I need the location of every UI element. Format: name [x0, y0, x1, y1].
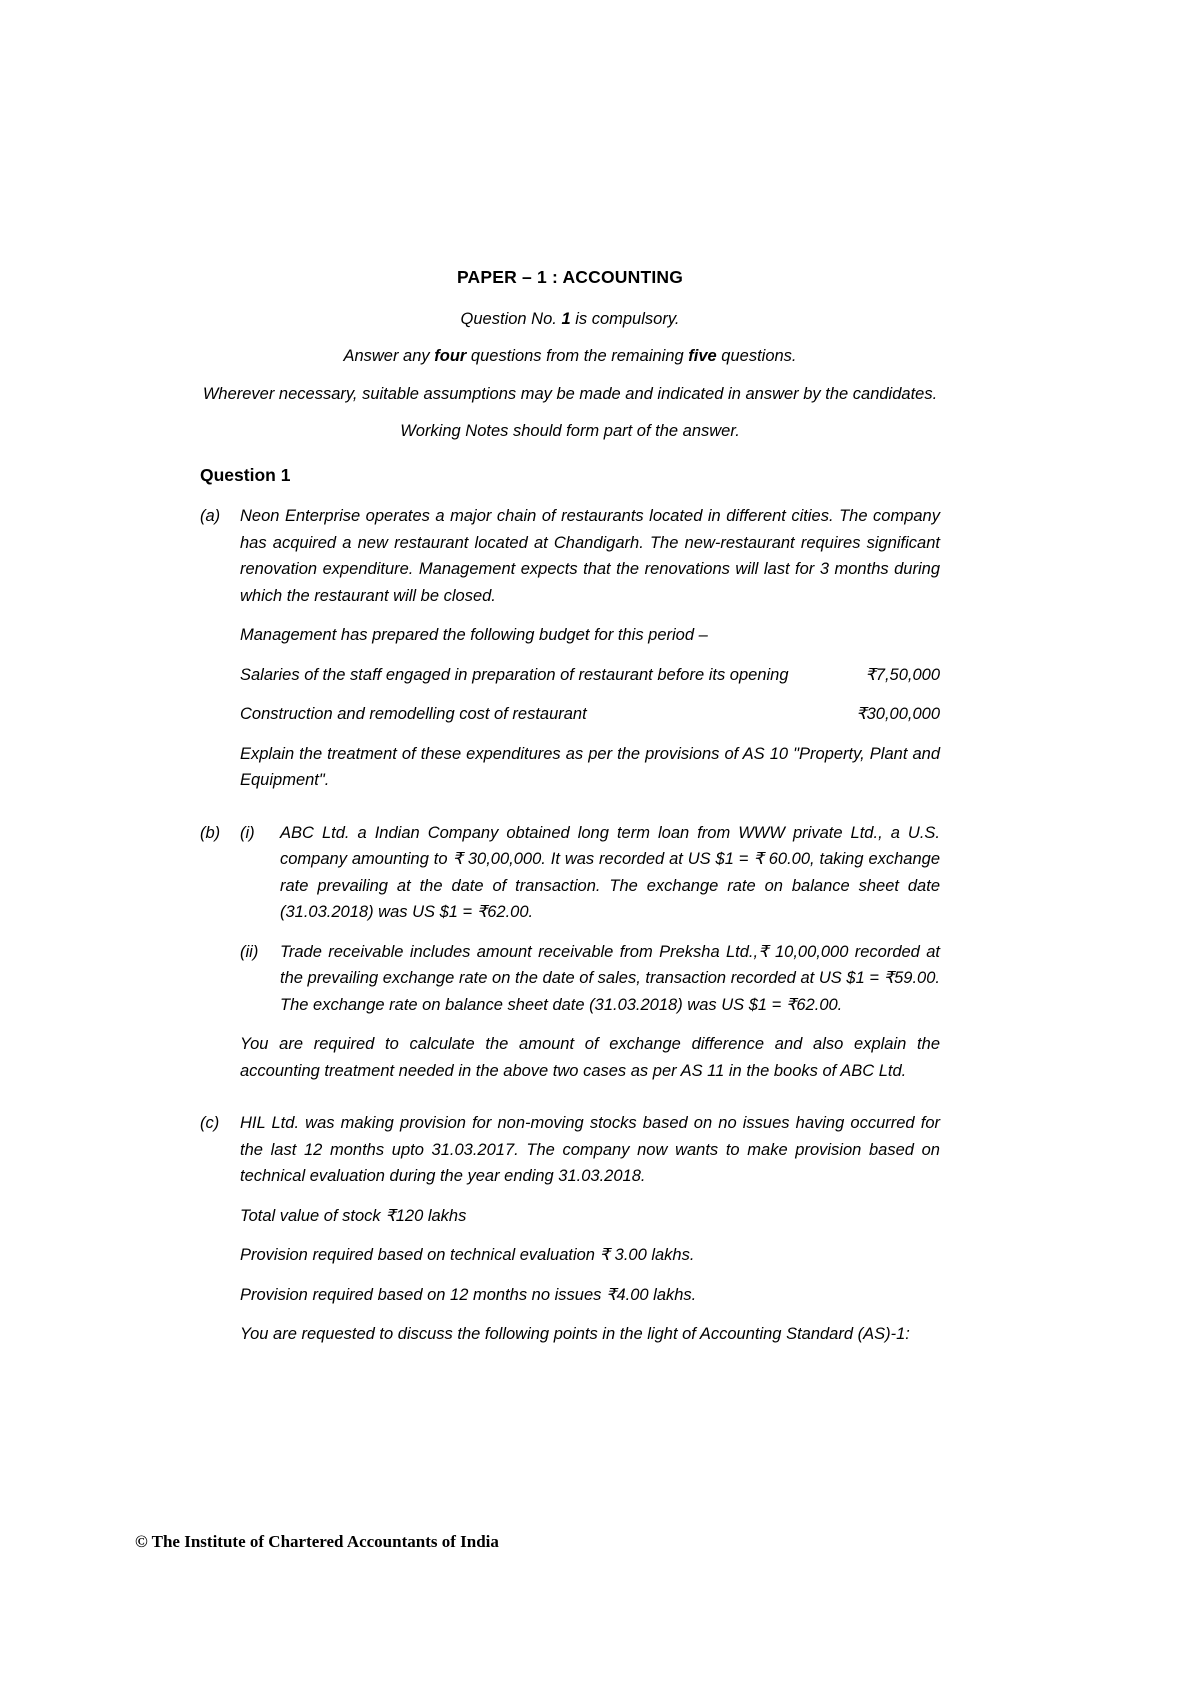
question-1b-i [240, 820, 940, 926]
question-1c-label: (c) [200, 1114, 220, 1132]
instruction-2-pre: Answer any [343, 347, 435, 365]
copyright-footer: © The Institute of Chartered Accountants of India [135, 1532, 499, 1551]
instruction-line-1 [200, 306, 940, 333]
question-1c-body [240, 1110, 940, 1361]
budget-construction-amount: ₹30,00,000 [856, 705, 940, 723]
question-1b [200, 820, 940, 1098]
question-1b-ii [240, 939, 940, 1019]
question-1b-body [240, 820, 940, 1098]
question-1b-ii-label: (ii) [240, 942, 259, 961]
instruction-1-pre: Question No. [460, 309, 562, 328]
question-1c-provision-12months-line: Provision required based on 12 months no issues ₹4.00 lakhs. [240, 1285, 697, 1304]
instruction-1-bold: 1 [561, 309, 571, 328]
question-1a-body [240, 503, 940, 807]
instruction-2-mid: questions from the remaining [466, 347, 689, 365]
question-1b-paragraph-2: You are required to calculate the amount of exchange difference and also explain the accounting treatment needed in the above two cases as per AS 11 in the books of ABC Ltd. [240, 1035, 940, 1080]
instruction-line-2 [200, 343, 940, 370]
budget-salaries-amount: ₹7,50,000 [865, 665, 940, 684]
budget-row-salaries [240, 662, 940, 689]
question-1c-paragraph-1: HIL Ltd. was making provision for non-moving stocks based on no issues having occurred for the last 12 months upto 31.03.2017. The company now wants to make provision based on technical evaluation during the year ending 31.03.2018. [240, 1114, 940, 1185]
instruction-2-bold-five: five [688, 347, 717, 365]
question-1b-i-label: (i) [240, 823, 255, 842]
question-1c-stock-line: Total value of stock ₹120 lakhs [240, 1206, 467, 1225]
page-content [200, 264, 940, 1374]
question-1b-i-text: ABC Ltd. a Indian Company obtained long term loan from WWW private Ltd., a U.S. company amounting to ₹ 30,00,000. It was recorded at US $1 = ₹ 60.00, taking exchange rate prevailing at the date of transaction. The exchange rate on balance sheet date (31.03.2018) was US $1 = ₹62.00. [280, 823, 940, 921]
question-1b-label: (b) [200, 823, 221, 842]
question-1c-provision-technical-line: Provision required based on technical evaluation ₹ 3.00 lakhs. [240, 1246, 695, 1264]
question-1a-paragraph-3: Explain the treatment of these expenditures as per the provisions of AS 10 "Property, Plant and Equipment". [240, 744, 940, 789]
question-1c [200, 1110, 940, 1361]
instruction-line-4: Working Notes should form part of the answer. [400, 422, 740, 440]
budget-row-construction [240, 701, 940, 728]
instruction-line-3: Wherever necessary, suitable assumptions may be made and indicated in answer by the candidates. [202, 384, 938, 403]
question-1b-ii-text: Trade receivable includes amount receivable from Preksha Ltd.,₹ 10,00,000 recorded at the prevailing exchange rate on the date of sales, transaction recorded at US $1 = ₹59.00. The exchange rate on balance sheet date (31.03.2018) was US $1 = ₹62.00. [280, 942, 940, 1014]
question-1a-label: (a) [200, 507, 221, 525]
question-1-heading: Question 1 [200, 464, 291, 485]
paper-title: PAPER – 1 : ACCOUNTING [456, 267, 684, 287]
instruction-1-post: is compulsory. [570, 309, 680, 328]
instruction-2-post: questions. [716, 347, 797, 365]
question-1a-paragraph-1: Neon Enterprise operates a major chain of restaurants located in different cities. The company has acquired a new restaurant located at Chandigarh. The new-restaurant requires significant renovation expenditure. Management expects that the renovations will last for 3 months during which the restaurant will be closed. [240, 507, 940, 605]
question-1a-paragraph-2: Management has prepared the following budget for this period – [240, 626, 708, 644]
budget-construction-label: Construction and remodelling cost of restaurant [240, 705, 587, 723]
budget-salaries-label: Salaries of the staff engaged in preparation of restaurant before its opening [240, 665, 789, 684]
question-1c-paragraph-2: You are requested to discuss the following points in the light of Accounting Standard (AS)-1: [240, 1325, 910, 1343]
question-1a [200, 503, 940, 807]
instruction-2-bold-four: four [434, 347, 467, 365]
